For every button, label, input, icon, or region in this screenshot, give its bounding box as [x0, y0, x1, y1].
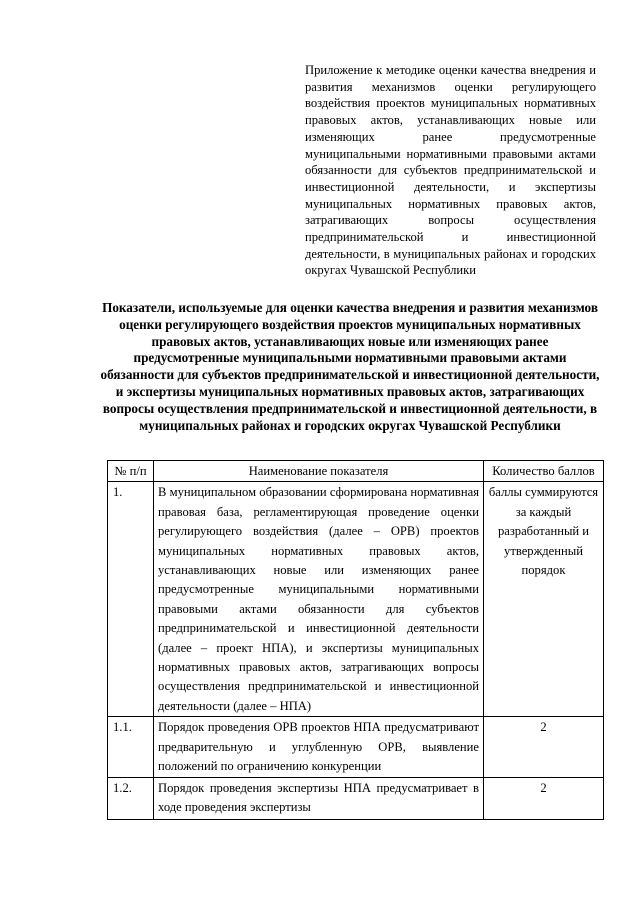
header-name: Наименование показателя — [154, 461, 484, 482]
row-name-text: Порядок проведения экспертизы НПА предусматривает в ходе проведения экспертизы — [158, 780, 479, 814]
table-header-row — [108, 461, 604, 482]
row-num: 1.2. — [108, 777, 154, 819]
header-score: Количество баллов — [484, 461, 604, 482]
row-num: 1.1. — [108, 717, 154, 777]
row-num: 1. — [108, 482, 154, 717]
appendix-note: Приложение к методике оценки качества внедрения и развития механизмов оценки регулирующего воздействия проектов муниципальных нормативных правовых актов, устанавливающих новые или изменяющих ранее предусмотренные муниципальными нормативными правовыми актами обязанности для субъектов предпринимательской и инвестиционной деятельности, и экспертизы муниципальных нормативных правовых актов, затрагивающих вопросы осуществления предпринимательской и инвестиционной деятельности, в муниципальных районах и городских округах Чувашской Республики — [305, 63, 596, 278]
table-row — [108, 777, 604, 819]
indicators-table — [107, 460, 604, 820]
table-row — [108, 482, 604, 717]
row-name: В муниципальном образовании сформирована нормативная правовая база, регламентирующая проведение оценки регулирующего воздействия (далее – ОРВ) проектов муниципальных нормативных правовых актов, устанавливающих новые или изменяющих ранее предусмотренные муниципальными нормативными правовыми актами обязанности для субъектов предпринимательской и инвестиционной деятельности (далее – проект НПА), и экспертизы муниципальных нормативных правовых актов, затрагивающих вопросы осуществления предпринимательской и инвестиционной деятельности (далее – НПА) — [154, 482, 484, 717]
row-name: Порядок проведения ОРВ проектов НПА предусматривают предварительную и углубленную ОРВ, выявление положений по ограничению конкуренции — [154, 717, 484, 777]
document-title: Показатели, используемые для оценки качества внедрения и развития механизмов оценки регулирующего воздействия проектов муниципальных нормативных правовых актов, устанавливающих новые или изменяющих ранее предусмотренные муниципальными нормативными правовыми актами обязанности для субъектов предпринимательской и инвестиционной деятельности, и экспертизы муниципальных нормативных правовых актов, затрагивающих вопросы осуществления предпринимательской и инвестиционной деятельности, в муниципальных районах и городских округах Чувашской Республики — [100, 300, 600, 433]
row-score: баллы суммируются за каждый разработанный и утвержденный порядок — [484, 482, 604, 717]
row-score: 2 — [484, 717, 604, 777]
header-num: № п/п — [108, 461, 154, 482]
row-name — [154, 777, 484, 819]
row-score: 2 — [484, 777, 604, 819]
table-row — [108, 717, 604, 777]
